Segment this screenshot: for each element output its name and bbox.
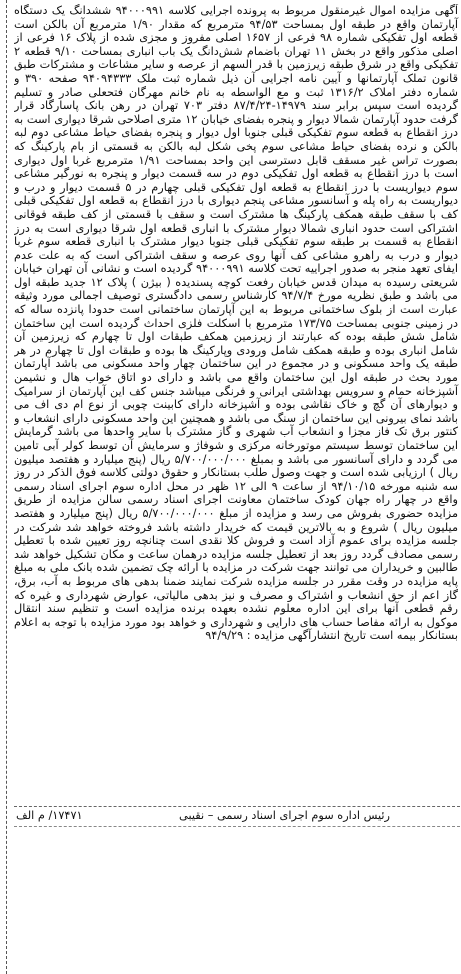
column-divider <box>6 0 7 974</box>
bottom-divider <box>14 826 460 827</box>
signatory: رئیس اداره سوم اجرای اسناد رسمی – نقیبی <box>179 809 390 822</box>
reference-number: ۱۷۴۷۱/ م الف <box>16 809 83 822</box>
auction-notice <box>14 4 460 804</box>
notice-body-text: آگهی مزایده اموال غیرمنقول مربوط به پرونده اجرایی کلاسه ۹۴۰۰۰۹۹۱ ششدانگ یک دستگاه آپارتمان واقع در طبقه اول بمساحت ۹۴/۵۳ مترمربع که مقدار ۱/۹۰ مترمربع آن بالکن است قطعه اول تفکیکی شماره ۹۸ فرعی از ۱۶۵۷ اصلی مفروز و مجزی شده از پلاک ۱۶ فرعی از اصلی مذکور واقع در بخش ۱۱ تهران باضمام شش‌دانگ یک باب انباری بمساحت ۹/۱۰ قطعه ۲ تفکیکی واقع در شرق طبقه زیرزمین با قدر السهم از عرصه و سایر مشاعات و مشترکات طبق قانون تملک آپارتمانها و آیین نامه اجرایی آن ذیل شماره ثبت ملک ۹۴۰۹۴۳۳۳ صفحه ۳۹۰ و شماره دفتر املاک ۱۳۱۶/۲ ثبت و مع الواسطه به نام خانم مهرگان فتحعلی صادر و تسلیم گردیده است سپس برابر سند ۱۴۹۷۹-۸۷/۴/۲۴ دفتر ۷۰۳ تهران در رهن بانک پاسارگاد قرار گرفت حدود آپارتمان شمالا دیوار و پنجره بفضای خیابان ۱۲ متری اصلاحی شرقا دیواری است به درز انقطاع به قطعه سوم تفکیکی قبلی جنوبا اول دیوار و پنجره بفضای حیاط مشاعی دوم لبه بالکن و نرده بفضای حیاط مشاعی سوم پخی شکل لبه بالکن به قسمتی از بام پارکینگ که بصورت تراس غیر مسقف قابل دسترسی این واحد بمساحت ۱/۹۱ مترمربع غربا اول دیواری است با درز انقطاع به قطعه اول تفکیکی دوم در سه قسمت دیوار و پنجره به نورگیر مشاعی سوم دیواریست با درز انقطاع به قطعه اول تفکیکی قبلی چهارم در ۵ قسمت دیوار و درب و دیواریست به راه پله و آسانسور مشاعی پنجم دیواری با درز انقطاع به قطعه اول تفکیکی قبلی کف با سقف طبقه همکف پارکینگ ها مشترک است و سقف با قسمتی از کف طبقه فوقانی اشتراکی است حدود انباری شمالا دیوار مشترک با انباری قطعه اول شرقا دیواری است به درز انقطاع به قسمت بر طبقه سوم تفکیکی قبلی جنوبا دیوار مشترک با انباری قطعه سوم غربا دیوار و درب به راهرو مشاعی کف آنها روی عرصه و سقف اشتراکی است که به علت عدم ایفای تعهد منجر به صدور اجراییه تحت کلاسه ۹۴۰۰۰۹۹۱ گردیده است و نشانی آن تهران خیابان شریعتی رسیده به میدان قدس خیابان رفعت کوچه پسندیده ( بیژن ) پلاک ۱۲ جدید طبقه اول می باشد و طبق نظریه مورخ ۹۴/۷/۴ کارشناس رسمی دادگستری توصیف اجمالی مورد وثیقه عبارت است از بلوک ساختمانی مربوط به این آپارتمان ساختمانی است حدودا پانزده ساله که در زمینی جنوبی بمساحت ۱۷۳/۷۵ مترمربع با اسکلت فلزی احداث گردیده است این ساختمان شامل شش طبقه بوده که عبارتند از زیرزمین همکف طبقات اول تا چهارم که زیرزمین آن شامل انباری بوده و طبقه همکف شامل ورودی وپارکینگ ها بوده و طبقات اول تا چهارم در هر طبقه یک واحد مسکونی و در مجموع در این ساختمان چهار واحد مسکونی می باشد آپارتمان مورد بحث در طبقه اول این ساختمان واقع می باشد و دارای دو اتاق خواب هال و نشیمن آشپزخانه حمام و سرویس بهداشتی ایرانی و فرنگی میباشد جنس کف این آپارتمان از سرامیک و دیوارهای آن گچ و خاک نقاشی بوده و آشپزخانه دارای کابینت چوبی از نوع ام دی اف می باشد نمای بیرونی این ساختمان از سنگ می باشد و همچنین این واحد مسکونی دارای انشعاب و کنتور برق تک فاز مجزا و انشعاب آب شهری و گاز مشترک با سایر واحدها می باشد گرمایش این ساختمان توسط سیستم موتورخانه مرکزی و شوفاژ و سرمایش آن توسط کولر آبی تامین می گردد و دارای آسانسور می باشد و بمبلغ ۵/۷۰۰/۰۰۰/۰۰۰ ریال (پنج میلیارد و هفتصد میلیون ریال ) ارزیابی شده است و جهت وصول طلب بستانکار و حقوق دولتی کلاسه فوق الذکر در روز سه شنبه مورخه ۹۴/۱۰/۱۵ از ساعت ۹ الی ۱۲ ظهر در محل اداره سوم اجرای اسناد رسمی واقع در چهار راه جهان کودک ساختمان معاونت اجرای اسناد رسمی سالن مزایده از طریق مزایده حضوری بفروش می رسد و مزایده از مبلغ ۵/۷۰۰/۰۰۰/۰۰۰ ریال (پنج میلیارد و هفتصد میلیون ریال ) شروع و به بالاترین قیمت که خریدار داشته باشد فروخته خواهد شد شرکت در جلسه مزایده برای عموم آزاد است و فروش کلا نقدی است چنانچه روز تعیین شده با تعطیل رسمی مصادف گردد روز بعد از تعطیل جلسه مزایده درهمان ساعت و مکان تشکیل خواهد شد طالبین و خریداران می توانند جهت شرکت در مزایده با ارائه چک تضمین شده بانک ملی به مبلغ پایه مزایده در وقت مقرر در جلسه مزایده شرکت نمایند ضمنا بدهی های مربوط به آب، برق، گاز اعم از حق انشعاب و اشتراک و مصرف و نیز بدهی مالیاتی، عوارض شهرداری و غیره که رقم قطعی آنها برای این اداره معلوم نشده بعهده برنده مزایده است و تنظیم سند انتقال موکول به ارائه مفاصا حساب های دارایی و شهرداری و خواهد بود مورد مزایده با توجه به اعلام بستانکار بیمه است تاریخ انتشارآگهی مزایده : ۹۴/۹/۲۹ <box>14 4 459 643</box>
notice-footer <box>14 806 460 823</box>
